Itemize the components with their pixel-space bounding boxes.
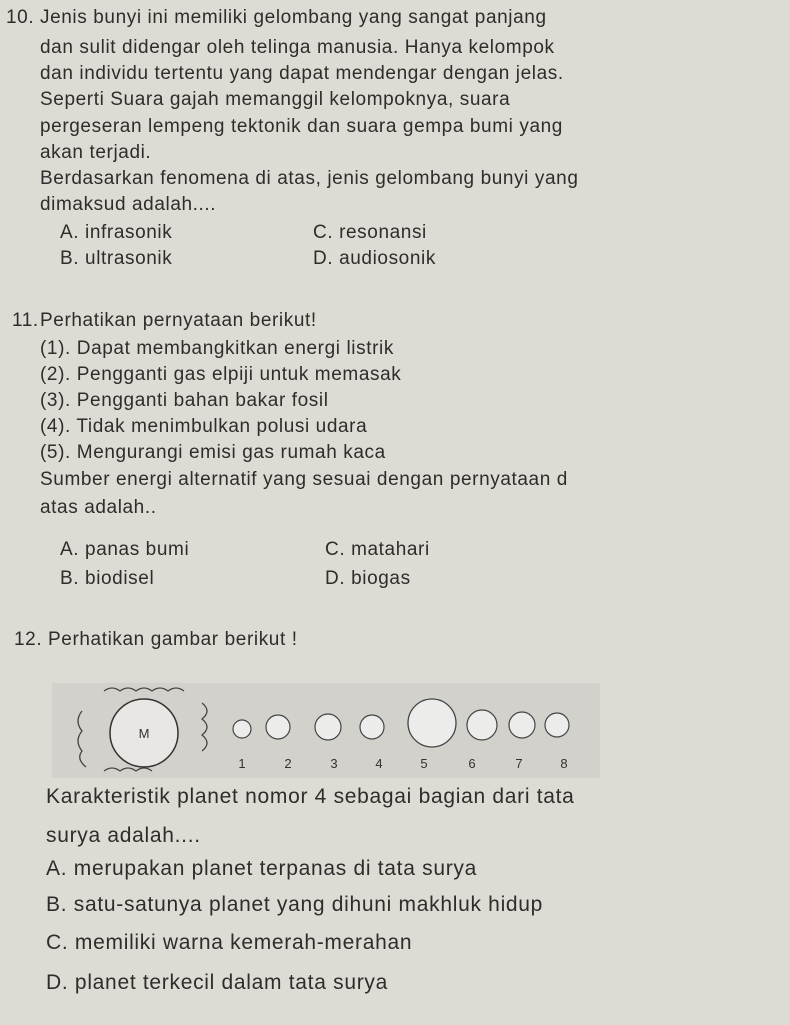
planet-8 bbox=[545, 713, 569, 737]
q11-option-c[interactable]: C. matahari bbox=[325, 539, 430, 560]
planet-number: 1 bbox=[238, 756, 246, 771]
q10-line-3: dan individu tertentu yang dapat mendengar dengan jelas. bbox=[40, 63, 564, 84]
solar-system-figure bbox=[52, 683, 600, 778]
q12-number: 12. bbox=[14, 629, 43, 650]
planet-3 bbox=[315, 714, 341, 740]
q10-option-d[interactable]: D. audiosonik bbox=[313, 248, 436, 269]
planet-1 bbox=[233, 720, 251, 738]
q10-option-c[interactable]: C. resonansi bbox=[313, 222, 427, 243]
q11-option-d[interactable]: D. biogas bbox=[325, 568, 411, 589]
q10-line-5: pergeseran lempeng tektonik dan suara gempa bumi yang bbox=[40, 116, 563, 137]
q10-option-b[interactable]: B. ultrasonik bbox=[60, 248, 173, 269]
planet-6 bbox=[467, 710, 497, 740]
q11-option-b[interactable]: B. biodisel bbox=[60, 568, 155, 589]
q11-statement: (1). Dapat membangkitkan energi listrik bbox=[40, 338, 394, 359]
q11-statement: (4). Tidak menimbulkan polusi udara bbox=[40, 416, 368, 437]
planet-number: 4 bbox=[375, 756, 383, 771]
q12-question-line-2: surya adalah.... bbox=[46, 824, 201, 847]
q11-statement: (3). Pengganti bahan bakar fosil bbox=[40, 390, 329, 411]
q12-option-b[interactable]: B. satu-satunya planet yang dihuni makhluk hidup bbox=[46, 893, 544, 916]
q10-line-7: Berdasarkan fenomena di atas, jenis gelombang bunyi yang bbox=[40, 168, 579, 189]
q12-option-d[interactable]: D. planet terkecil dalam tata surya bbox=[46, 971, 388, 994]
planet-4 bbox=[360, 715, 384, 739]
q11-intro: Perhatikan pernyataan berikut! bbox=[40, 310, 317, 331]
q11-question-line-1: Sumber energi alternatif yang sesuai dengan pernyataan d bbox=[40, 469, 568, 490]
q10-line-2: dan sulit didengar oleh telinga manusia. Hanya kelompok bbox=[40, 37, 555, 58]
q12-option-c[interactable]: C. memiliki warna kemerah-merahan bbox=[46, 931, 413, 954]
planet-number: 6 bbox=[468, 756, 476, 771]
planet-number: 5 bbox=[420, 756, 428, 771]
planet-number: 2 bbox=[284, 756, 292, 771]
q10-number: 10. bbox=[6, 7, 35, 28]
planet-number: 8 bbox=[560, 756, 568, 771]
q12-question-line-1: Karakteristik planet nomor 4 sebagai bagian dari tata bbox=[46, 785, 575, 808]
planet-7 bbox=[509, 712, 535, 738]
q10-option-a[interactable]: A. infrasonik bbox=[60, 222, 173, 243]
q10-line-1: Jenis bunyi ini memiliki gelombang yang sangat panjang bbox=[40, 7, 547, 28]
q12-intro: Perhatikan gambar berikut ! bbox=[48, 629, 298, 650]
q10-line-8: dimaksud adalah.... bbox=[40, 194, 217, 215]
planet-number: 3 bbox=[330, 756, 338, 771]
planet-5 bbox=[408, 699, 456, 747]
sun-label: M bbox=[138, 726, 150, 741]
q11-statement: (5). Mengurangi emisi gas rumah kaca bbox=[40, 442, 386, 463]
q11-question-line-2: atas adalah.. bbox=[40, 497, 157, 518]
q11-number: 11. bbox=[12, 310, 39, 331]
q10-line-4: Seperti Suara gajah memanggil kelompoknya, suara bbox=[40, 89, 511, 110]
q11-statement: (2). Pengganti gas elpiji untuk memasak bbox=[40, 364, 402, 385]
q11-option-a[interactable]: A. panas bumi bbox=[60, 539, 190, 560]
q12-option-a[interactable]: A. merupakan planet terpanas di tata surya bbox=[46, 857, 477, 880]
planet-2 bbox=[266, 715, 290, 739]
planet-number: 7 bbox=[515, 756, 523, 771]
q10-line-6: akan terjadi. bbox=[40, 142, 152, 163]
